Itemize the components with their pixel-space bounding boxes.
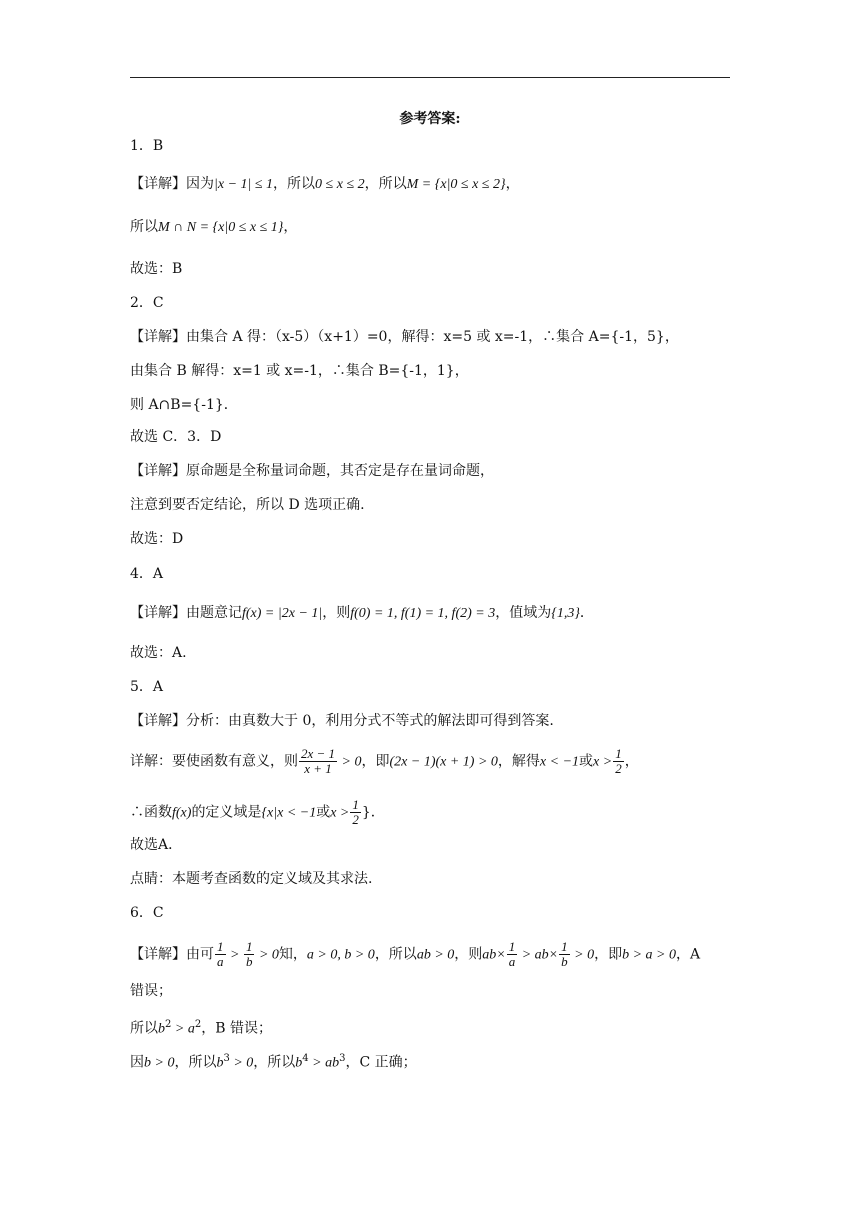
choice-5: 故选A． xyxy=(130,837,183,853)
page-title: 参考答案: xyxy=(399,111,461,127)
detail-2-line-3: 则 A∩B={-1}． xyxy=(130,397,238,413)
detail-2-line-1: 【详解】由集合 A 得：（x-5）（x+1）=0，解得：x=5 或 x=-1，∴集合 A={-1，5}， xyxy=(130,329,679,345)
detail-5-analysis: 【详解】分析：由真数大于 0，利用分式不等式的解法即可得到答案. xyxy=(130,713,554,729)
detail-1-line-2: 所以M ∩ N = {x|0 ≤ x ≤ 1}， xyxy=(130,219,298,235)
detail-6-line-3: 所以$b^2 > a^2$，B 错误； xyxy=(130,1019,272,1037)
choice-3: 故选：D xyxy=(130,531,184,547)
choice-4: 故选：A. xyxy=(130,645,187,661)
answer-1: 1．B xyxy=(130,138,164,154)
answer-2: 2．C xyxy=(130,295,164,311)
fraction: $\frac{1}{2}$ xyxy=(615,746,622,776)
detail-5-solution: 详解：要使函数有意义，则 $\frac{2x - 1}{x + 1}$ > 0，即(2x − 1)(x + 1) > 0，解得x < −1或x > $\frac{1}{2}$ ， xyxy=(130,746,639,776)
answer-4: 4．A xyxy=(130,566,164,582)
comment-5: 点睛：本题考查函数的定义域及其求法. xyxy=(130,871,373,887)
fraction: $\frac{1}{b}$ xyxy=(561,939,568,969)
detail-6-line-1: 【详解】由可 $\frac{1}{a}$ > $\frac{1}{b}$ > 0知，a > 0, b > 0，所以ab > 0，则ab× $\frac{1}{a}$ > ab× $\frac{1}{b}$ > 0，即b > a > 0，A xyxy=(130,939,701,969)
detail-1-line-1: 【详解】因为|x − 1| ≤ 1，所以0 ≤ x ≤ 2，所以M = {x|0 ≤ x ≤ 2}， xyxy=(130,176,520,192)
fraction: $\frac{1}{a}$ xyxy=(508,939,516,969)
choice-1: 故选：B xyxy=(130,261,183,277)
answer-5: 5．A xyxy=(130,679,164,695)
detail-4: 【详解】由题意记f(x) = |2x − 1|，则f(0) = 1, f(1) = 1, f(2) = 3，值域为{1,3}． xyxy=(130,605,594,621)
header-rule xyxy=(130,77,730,78)
fraction: $\frac{2x - 1}{x + 1}$ xyxy=(301,746,336,776)
answer-6: 6．C xyxy=(130,905,164,921)
fraction: $\frac{1}{a}$ xyxy=(217,939,224,969)
choice-2-answer-3: 故选 C．3．D xyxy=(130,429,222,445)
detail-3-line-2: 注意到要否定结论，所以 D 选项正确. xyxy=(130,497,365,513)
fraction: $\frac{1}{b}$ xyxy=(245,939,253,969)
detail-5-domain: ∴函数f(x)的定义域是{x|x < −1或x > $\frac{1}{2}$ }． xyxy=(130,797,385,827)
detail-3-line-1: 【详解】原命题是全称量词命题，其否定是存在量词命题， xyxy=(130,463,494,479)
detail-6-line-2: 错误； xyxy=(130,983,172,999)
fraction: $\frac{1}{2}$ xyxy=(352,797,359,827)
detail-2-line-2: 由集合 B 解得：x=1 或 x=-1，∴集合 B={-1，1}， xyxy=(130,363,469,379)
detail-6-line-4: 因b > 0，所以$b^3 > 0$，所以$b^4 > ab^3$，C 正确； xyxy=(130,1053,417,1071)
